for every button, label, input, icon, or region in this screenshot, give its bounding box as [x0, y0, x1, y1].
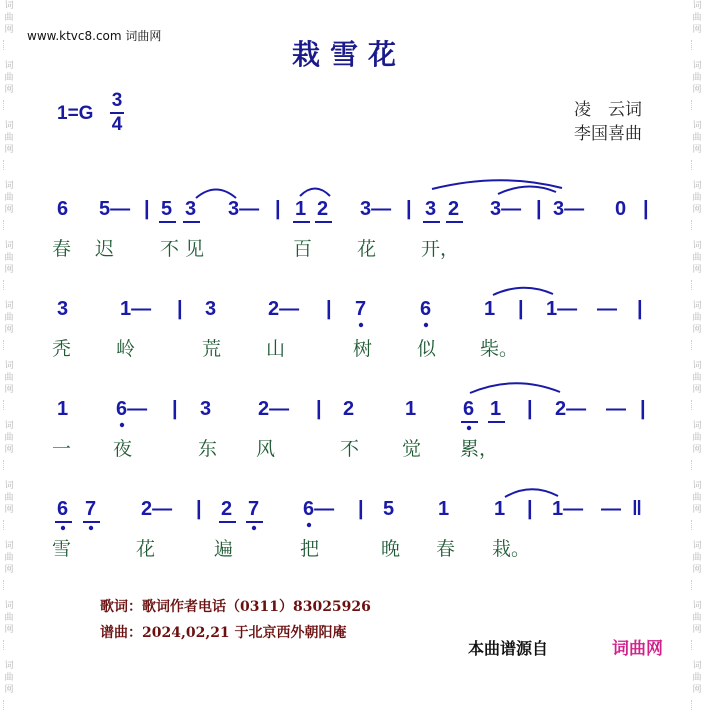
- note: 3—: [553, 198, 585, 220]
- watermark-glyphs: 词 曲 网: [4, 481, 14, 515]
- slur-arc: [498, 186, 556, 194]
- barline: |: [196, 498, 202, 520]
- note: 2—: [258, 398, 290, 420]
- barline: |: [527, 398, 533, 420]
- barline: |: [326, 298, 332, 320]
- watermark-glyphs: 词 曲 网: [4, 421, 14, 455]
- note: 6: [463, 398, 475, 420]
- barline: |: [358, 498, 364, 520]
- lyric-word: 春: [436, 538, 456, 560]
- note: 2: [221, 498, 233, 520]
- lyric-word: 一: [52, 438, 72, 460]
- barline: |: [144, 198, 150, 220]
- note: 5: [383, 498, 395, 520]
- lyric-word: 雪: [52, 538, 72, 560]
- octave-dot-below: [424, 323, 428, 327]
- note: 2—: [141, 498, 173, 520]
- barline: |: [637, 298, 643, 320]
- watermark-glyphs: 词 曲 网: [692, 661, 702, 695]
- note: 1: [490, 398, 502, 420]
- time-signature-bottom: 4: [111, 114, 123, 135]
- watermark-glyphs: 词 曲 网: [4, 61, 14, 95]
- octave-dot-below: [89, 526, 93, 530]
- lyric-word: 花: [357, 238, 377, 260]
- watermark-glyphs: 词 曲 网: [4, 241, 14, 275]
- note: 5—: [99, 198, 131, 220]
- watermark-glyphs: 词 曲 网: [692, 61, 702, 95]
- lyric-word: 荒: [202, 338, 222, 360]
- note: 2: [317, 198, 329, 220]
- watermark-glyphs: 词 曲 网: [4, 661, 14, 695]
- lyric-word: 累，: [460, 438, 499, 460]
- note: 6—: [303, 498, 335, 520]
- octave-dot-below: [61, 526, 65, 530]
- lyric-word: 东: [198, 438, 218, 460]
- barline: |: [406, 198, 412, 220]
- note: 3: [185, 198, 197, 220]
- lyric-word: 岭: [116, 338, 136, 360]
- barline: |: [643, 198, 649, 220]
- lyric-word: 柴。: [480, 338, 519, 360]
- note: —: [606, 398, 626, 420]
- barline: ‖: [632, 498, 642, 520]
- note: 5: [161, 198, 173, 220]
- note: 1—: [552, 498, 584, 520]
- octave-dot-below: [359, 323, 363, 327]
- octave-dot-below: [120, 423, 124, 427]
- note: 2: [343, 398, 355, 420]
- octave-dot-below: [307, 523, 311, 527]
- lyric-word: 栽。: [492, 538, 531, 560]
- note: 7: [248, 498, 260, 520]
- barline: |: [640, 398, 646, 420]
- lyric-word: 风: [256, 438, 276, 460]
- note: 3: [200, 398, 212, 420]
- barline: |: [316, 398, 322, 420]
- watermark-glyphs: 词 曲 网: [692, 601, 702, 635]
- key-signature: 1=G: [57, 103, 94, 124]
- octave-dot-below: [252, 526, 256, 530]
- lyric-word: 见: [185, 238, 205, 260]
- lyric-word: 开，: [421, 238, 460, 260]
- barline: |: [518, 298, 524, 320]
- slur-arc: [300, 189, 330, 197]
- time-signature-top: 3: [111, 90, 123, 111]
- lyric-word: 觉: [402, 438, 422, 460]
- lyric-word: 树: [353, 338, 373, 360]
- watermark-glyphs: 词 曲 网: [4, 121, 14, 155]
- note: 0: [615, 198, 627, 220]
- note: 2: [448, 198, 460, 220]
- lyric-word: 夜: [113, 438, 133, 460]
- note: 3—: [360, 198, 392, 220]
- watermark-glyphs: 词 曲 网: [692, 241, 702, 275]
- note: 6: [420, 298, 432, 320]
- barline: |: [527, 498, 533, 520]
- lyric-word: 春: [52, 238, 72, 260]
- watermark-glyphs: 词 曲 网: [4, 541, 14, 575]
- watermark-glyphs: 词 曲 网: [692, 121, 702, 155]
- watermark-glyphs: 词 曲 网: [692, 481, 702, 515]
- lyric-word: 山: [266, 338, 286, 360]
- note: 1: [438, 498, 450, 520]
- lyric-word: 不: [160, 238, 180, 260]
- lyrics-note: 歌词：歌词作者电话（0311）83025926: [100, 599, 371, 615]
- note: 7: [85, 498, 97, 520]
- song-title: 栽雪花: [292, 38, 407, 71]
- lyric-word: 似: [417, 338, 437, 360]
- watermark-glyphs: 词 曲 网: [4, 181, 14, 215]
- octave-dot-below: [467, 426, 471, 430]
- note: 1: [295, 198, 307, 220]
- brand-logo[interactable]: 词曲网: [612, 639, 663, 659]
- slur-arc: [505, 489, 558, 497]
- watermark-glyphs: 词 曲 网: [692, 421, 702, 455]
- lyric-word: 花: [136, 538, 156, 560]
- composer-credit: 李国喜曲: [574, 124, 642, 144]
- lyric-word: 遍: [214, 538, 234, 560]
- note: 6—: [116, 398, 148, 420]
- barline: |: [172, 398, 178, 420]
- watermark-glyphs: 词 曲 网: [692, 541, 702, 575]
- lyric-word: 迟: [95, 238, 115, 260]
- note: 3: [425, 198, 437, 220]
- watermark-glyphs: 词 曲 网: [4, 301, 14, 335]
- note: 6: [57, 498, 69, 520]
- lyricist-credit: 凌 云词: [574, 100, 642, 120]
- score-note: 谱曲：2024,02,21 于北京西外朝阳庵: [100, 625, 347, 641]
- note: 2—: [268, 298, 300, 320]
- watermark-glyphs: 词 曲 网: [4, 601, 14, 635]
- note: 1: [484, 298, 496, 320]
- note: 3—: [228, 198, 260, 220]
- source-label: 本曲谱源自: [468, 639, 549, 658]
- lyric-word: 秃: [52, 338, 72, 360]
- slur-arc: [470, 383, 560, 393]
- slur-arc: [196, 190, 236, 199]
- note: 3: [205, 298, 217, 320]
- note: —: [597, 298, 617, 320]
- note: 3: [57, 298, 69, 320]
- note: 1—: [120, 298, 152, 320]
- watermark-glyphs: 词 曲 网: [692, 361, 702, 395]
- note: 3—: [490, 198, 522, 220]
- barline: |: [177, 298, 183, 320]
- note: 7: [355, 298, 367, 320]
- note: 1: [405, 398, 417, 420]
- watermark-glyphs: 词 曲 网: [692, 301, 702, 335]
- note: 6: [57, 198, 69, 220]
- watermark-glyphs: 词 曲 网: [692, 1, 702, 35]
- lyric-word: 百: [293, 238, 313, 260]
- note: 1: [494, 498, 506, 520]
- note: 2—: [555, 398, 587, 420]
- note: —: [601, 498, 621, 520]
- slur-arc: [493, 288, 553, 295]
- note: 1: [57, 398, 69, 420]
- lyric-word: 晚: [381, 538, 401, 560]
- note: 1—: [546, 298, 578, 320]
- watermark-glyphs: 词 曲 网: [692, 181, 702, 215]
- watermark-glyphs: 词 曲 网: [4, 361, 14, 395]
- watermark-glyphs: 词 曲 网: [4, 1, 14, 35]
- barline: |: [275, 198, 281, 220]
- lyric-word: 把: [300, 538, 320, 560]
- barline: |: [536, 198, 542, 220]
- site-watermark: www.ktvc8.com 词曲网: [27, 29, 162, 43]
- lyric-word: 不: [340, 438, 360, 460]
